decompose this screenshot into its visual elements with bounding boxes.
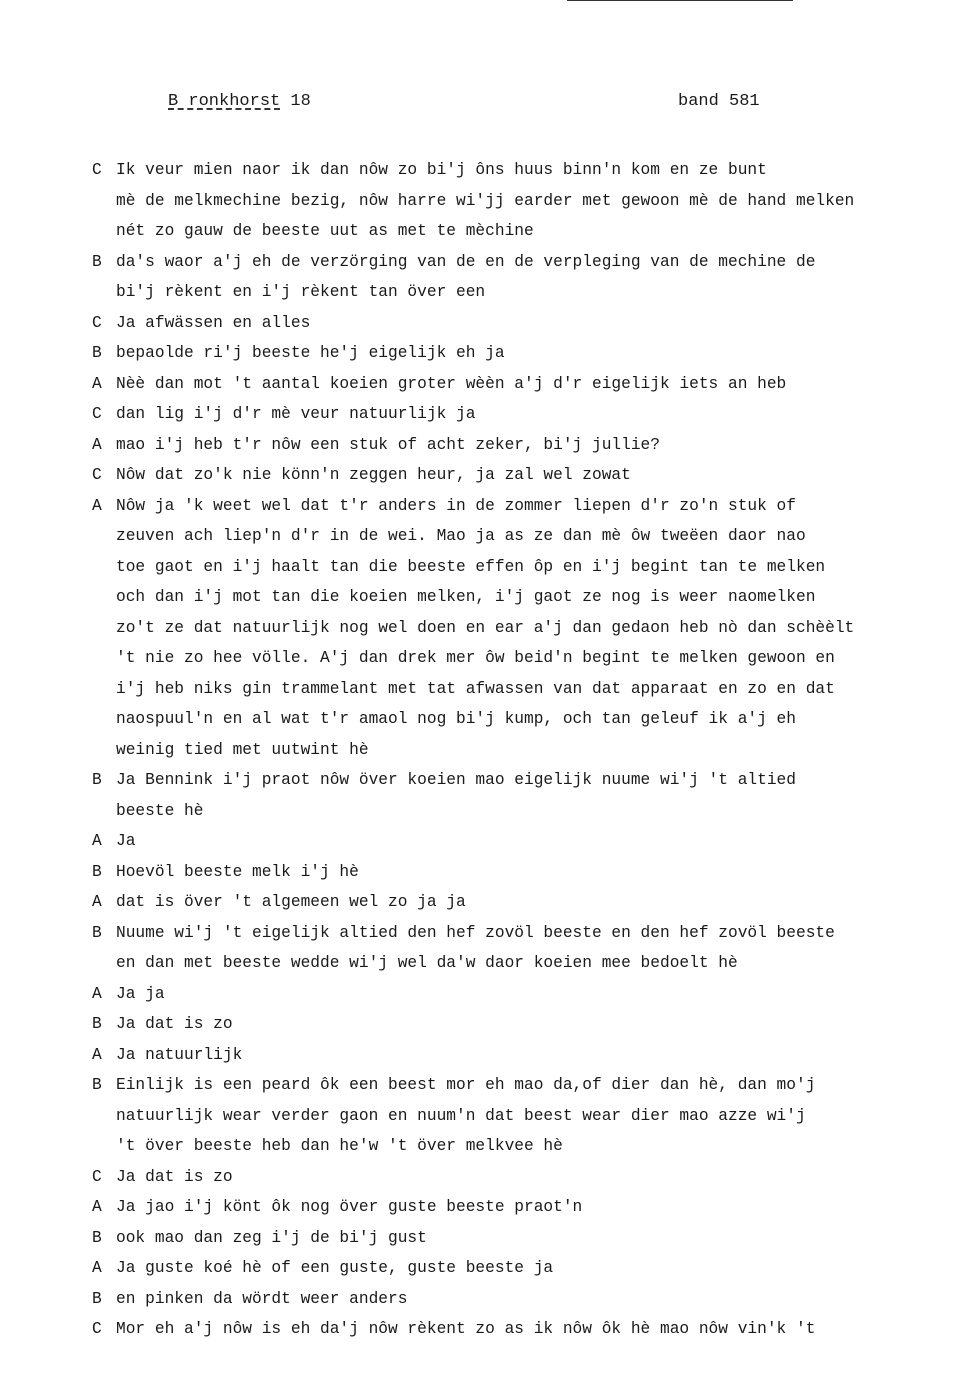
speaker-label: B xyxy=(92,1289,102,1308)
line-text: nét zo gauw de beeste uut as met te mèchine xyxy=(116,222,534,240)
line-text: Nôw ja 'k weet wel dat t'r anders in de zommer liepen d'r zo'n stuk of xyxy=(116,496,796,515)
line-text: Nôw dat zo'k nie könn'n zeggen heur, ja zal wel zowat xyxy=(116,466,631,484)
transcript-line xyxy=(92,1070,942,1101)
speaker-label: B xyxy=(92,923,102,942)
transcript-line xyxy=(92,430,942,461)
transcript-line xyxy=(92,613,942,644)
speaker-label: B xyxy=(92,1228,102,1247)
line-text: naospuul'n en al wat t'r amaol nog bi'j kump, och tan geleuf ik a'j eh xyxy=(116,710,796,728)
speaker-label: B xyxy=(92,771,102,789)
line-text: Einlijk is een peard ôk een beest mor eh mao da,of dier dan hè, dan mo'j xyxy=(116,1076,816,1094)
transcript-line xyxy=(92,1131,942,1162)
transcript-line xyxy=(92,582,942,613)
line-text: en pinken da wördt weer anders xyxy=(116,1289,408,1308)
transcript-body xyxy=(92,155,942,1345)
transcript-line xyxy=(92,826,942,857)
transcript-line xyxy=(92,1284,942,1315)
speaker-label: A xyxy=(92,832,102,850)
transcript-line xyxy=(92,552,942,583)
line-text: Ja dat is zo xyxy=(116,1167,233,1186)
line-text: zeuven ach liep'n d'r in de wei. Mao ja as ze dan mè ôw tweëen daor nao xyxy=(116,527,806,545)
line-text: Ja dat is zo xyxy=(116,1015,233,1033)
transcript-line xyxy=(92,369,942,400)
speaker-label: A xyxy=(92,984,102,1003)
line-text: Nèè dan mot 't aantal koeien groter wèèn a'j d'r eigelijk iets an heb xyxy=(116,374,787,393)
speaker-label: C xyxy=(92,1320,102,1338)
header-band: band 581 xyxy=(678,92,760,111)
transcript-line xyxy=(92,918,942,949)
line-text: Ja Bennink i'j praot nôw över koeien mao eigelijk nuume wi'j 't altied xyxy=(116,771,796,789)
transcript-line xyxy=(92,1009,942,1040)
line-text: beeste hè xyxy=(116,801,204,820)
line-text: Nuume wi'j 't eigelijk altied den hef zovöl beeste en den hef zovöl beeste xyxy=(116,923,835,942)
line-text: mao i'j heb t'r nôw een stuk of acht zeker, bi'j jullie? xyxy=(116,435,660,454)
line-text: en dan met beeste wedde wi'j wel da'w daor koeien mee bedoelt hè xyxy=(116,954,738,972)
speaker-label: C xyxy=(92,161,102,179)
line-text: bepaolde ri'j beeste he'j eigelijk eh ja xyxy=(116,344,505,362)
transcript-line xyxy=(92,247,942,278)
line-text: 't över beeste heb dan he'w 't över melkvee hè xyxy=(116,1137,563,1155)
line-text: zo't ze dat natuurlijk nog wel doen en ear a'j dan gedaon heb nò dan schèèlt xyxy=(116,618,855,637)
transcript-line xyxy=(92,796,942,827)
transcript-line xyxy=(92,948,942,979)
header-name: B ronkhorst xyxy=(168,92,281,111)
line-text: dan lig i'j d'r mè veur natuurlijk ja xyxy=(116,405,476,423)
speaker-label: B xyxy=(92,252,102,271)
line-text: och dan i'j mot tan die koeien melken, i'j gaot ze nog is weer naomelken xyxy=(116,588,816,606)
transcript-line xyxy=(92,338,942,369)
transcript-line xyxy=(92,857,942,888)
line-text: Ik veur mien naor ik dan nôw zo bi'j ôns huus binn'n kom en ze bunt xyxy=(116,161,767,179)
transcript-line xyxy=(92,1162,942,1193)
speaker-label: A xyxy=(92,1198,102,1216)
transcript-line xyxy=(92,1314,942,1345)
transcript-line xyxy=(92,308,942,339)
line-text: Ja afwässen en alles xyxy=(116,313,311,332)
transcript-line xyxy=(92,399,942,430)
line-text: bi'j rèkent en i'j rèkent tan över een xyxy=(116,283,486,301)
transcript-line xyxy=(92,674,942,705)
line-text: Ja ja xyxy=(116,984,165,1003)
speaker-label: A xyxy=(92,893,102,911)
transcript-line xyxy=(92,460,942,491)
line-text: mè de melkmechine bezig, nôw harre wi'jj earder met gewoon mè de hand melken xyxy=(116,191,855,210)
line-text: Ja guste koé hè of een guste, guste beeste ja xyxy=(116,1259,554,1277)
transcript-line xyxy=(92,643,942,674)
transcript-line xyxy=(92,277,942,308)
transcript-line xyxy=(92,1040,942,1071)
line-text: Mor eh a'j nôw is eh da'j nôw rèkent zo as ik nôw ôk hè mao nôw vin'k 't xyxy=(116,1320,816,1338)
transcript-line xyxy=(92,1223,942,1254)
speaker-label: A xyxy=(92,374,102,393)
speaker-label: B xyxy=(92,1015,102,1033)
transcript-line xyxy=(92,1253,942,1284)
transcript-line xyxy=(92,521,942,552)
speaker-label: B xyxy=(92,862,102,881)
transcript-line xyxy=(92,186,942,217)
speaker-label: B xyxy=(92,344,102,362)
line-text: i'j heb niks gin trammelant met tat afwassen van dat apparaat en zo en dat xyxy=(116,679,835,698)
speaker-label: C xyxy=(92,405,102,423)
line-text: dat is över 't algemeen wel zo ja ja xyxy=(116,893,466,911)
speaker-label: A xyxy=(92,1045,102,1064)
line-text: weinig tied met uutwint hè xyxy=(116,740,369,759)
speaker-label: C xyxy=(92,313,102,332)
speaker-label: A xyxy=(92,1259,102,1277)
transcript-line xyxy=(92,1192,942,1223)
line-text: Hoevöl beeste melk i'j hè xyxy=(116,862,359,881)
header-number: 18 xyxy=(290,92,311,111)
transcript-line xyxy=(92,765,942,796)
transcript-line xyxy=(92,491,942,522)
speaker-label: A xyxy=(92,496,102,515)
line-text: toe gaot en i'j haalt tan die beeste effen ôp en i'j begint tan te melken xyxy=(116,557,826,576)
header-title xyxy=(168,92,311,111)
top-rule xyxy=(567,0,793,1)
transcript-line xyxy=(92,1101,942,1132)
transcript-line xyxy=(92,979,942,1010)
line-text: Ja natuurlijk xyxy=(116,1045,243,1064)
line-text: da's waor a'j eh de verzörging van de en de verpleging van de mechine de xyxy=(116,252,816,271)
line-text: Ja jao i'j könt ôk nog över guste beeste praot'n xyxy=(116,1198,583,1216)
transcript-line xyxy=(92,216,942,247)
speaker-label: C xyxy=(92,1167,102,1186)
line-text: 't nie zo hee völle. A'j dan drek mer ôw beid'n begint te melken gewoon en xyxy=(116,649,835,667)
line-text: Ja xyxy=(116,832,136,850)
line-text: ook mao dan zeg i'j de bi'j gust xyxy=(116,1228,427,1247)
speaker-label: C xyxy=(92,466,102,484)
line-text: natuurlijk wear verder gaon en nuum'n dat beest wear dier mao azze wi'j xyxy=(116,1106,806,1125)
transcript-line xyxy=(92,887,942,918)
transcript-line xyxy=(92,735,942,766)
transcript-line xyxy=(92,704,942,735)
speaker-label: B xyxy=(92,1076,102,1094)
transcript-line xyxy=(92,155,942,186)
speaker-label: A xyxy=(92,435,102,454)
